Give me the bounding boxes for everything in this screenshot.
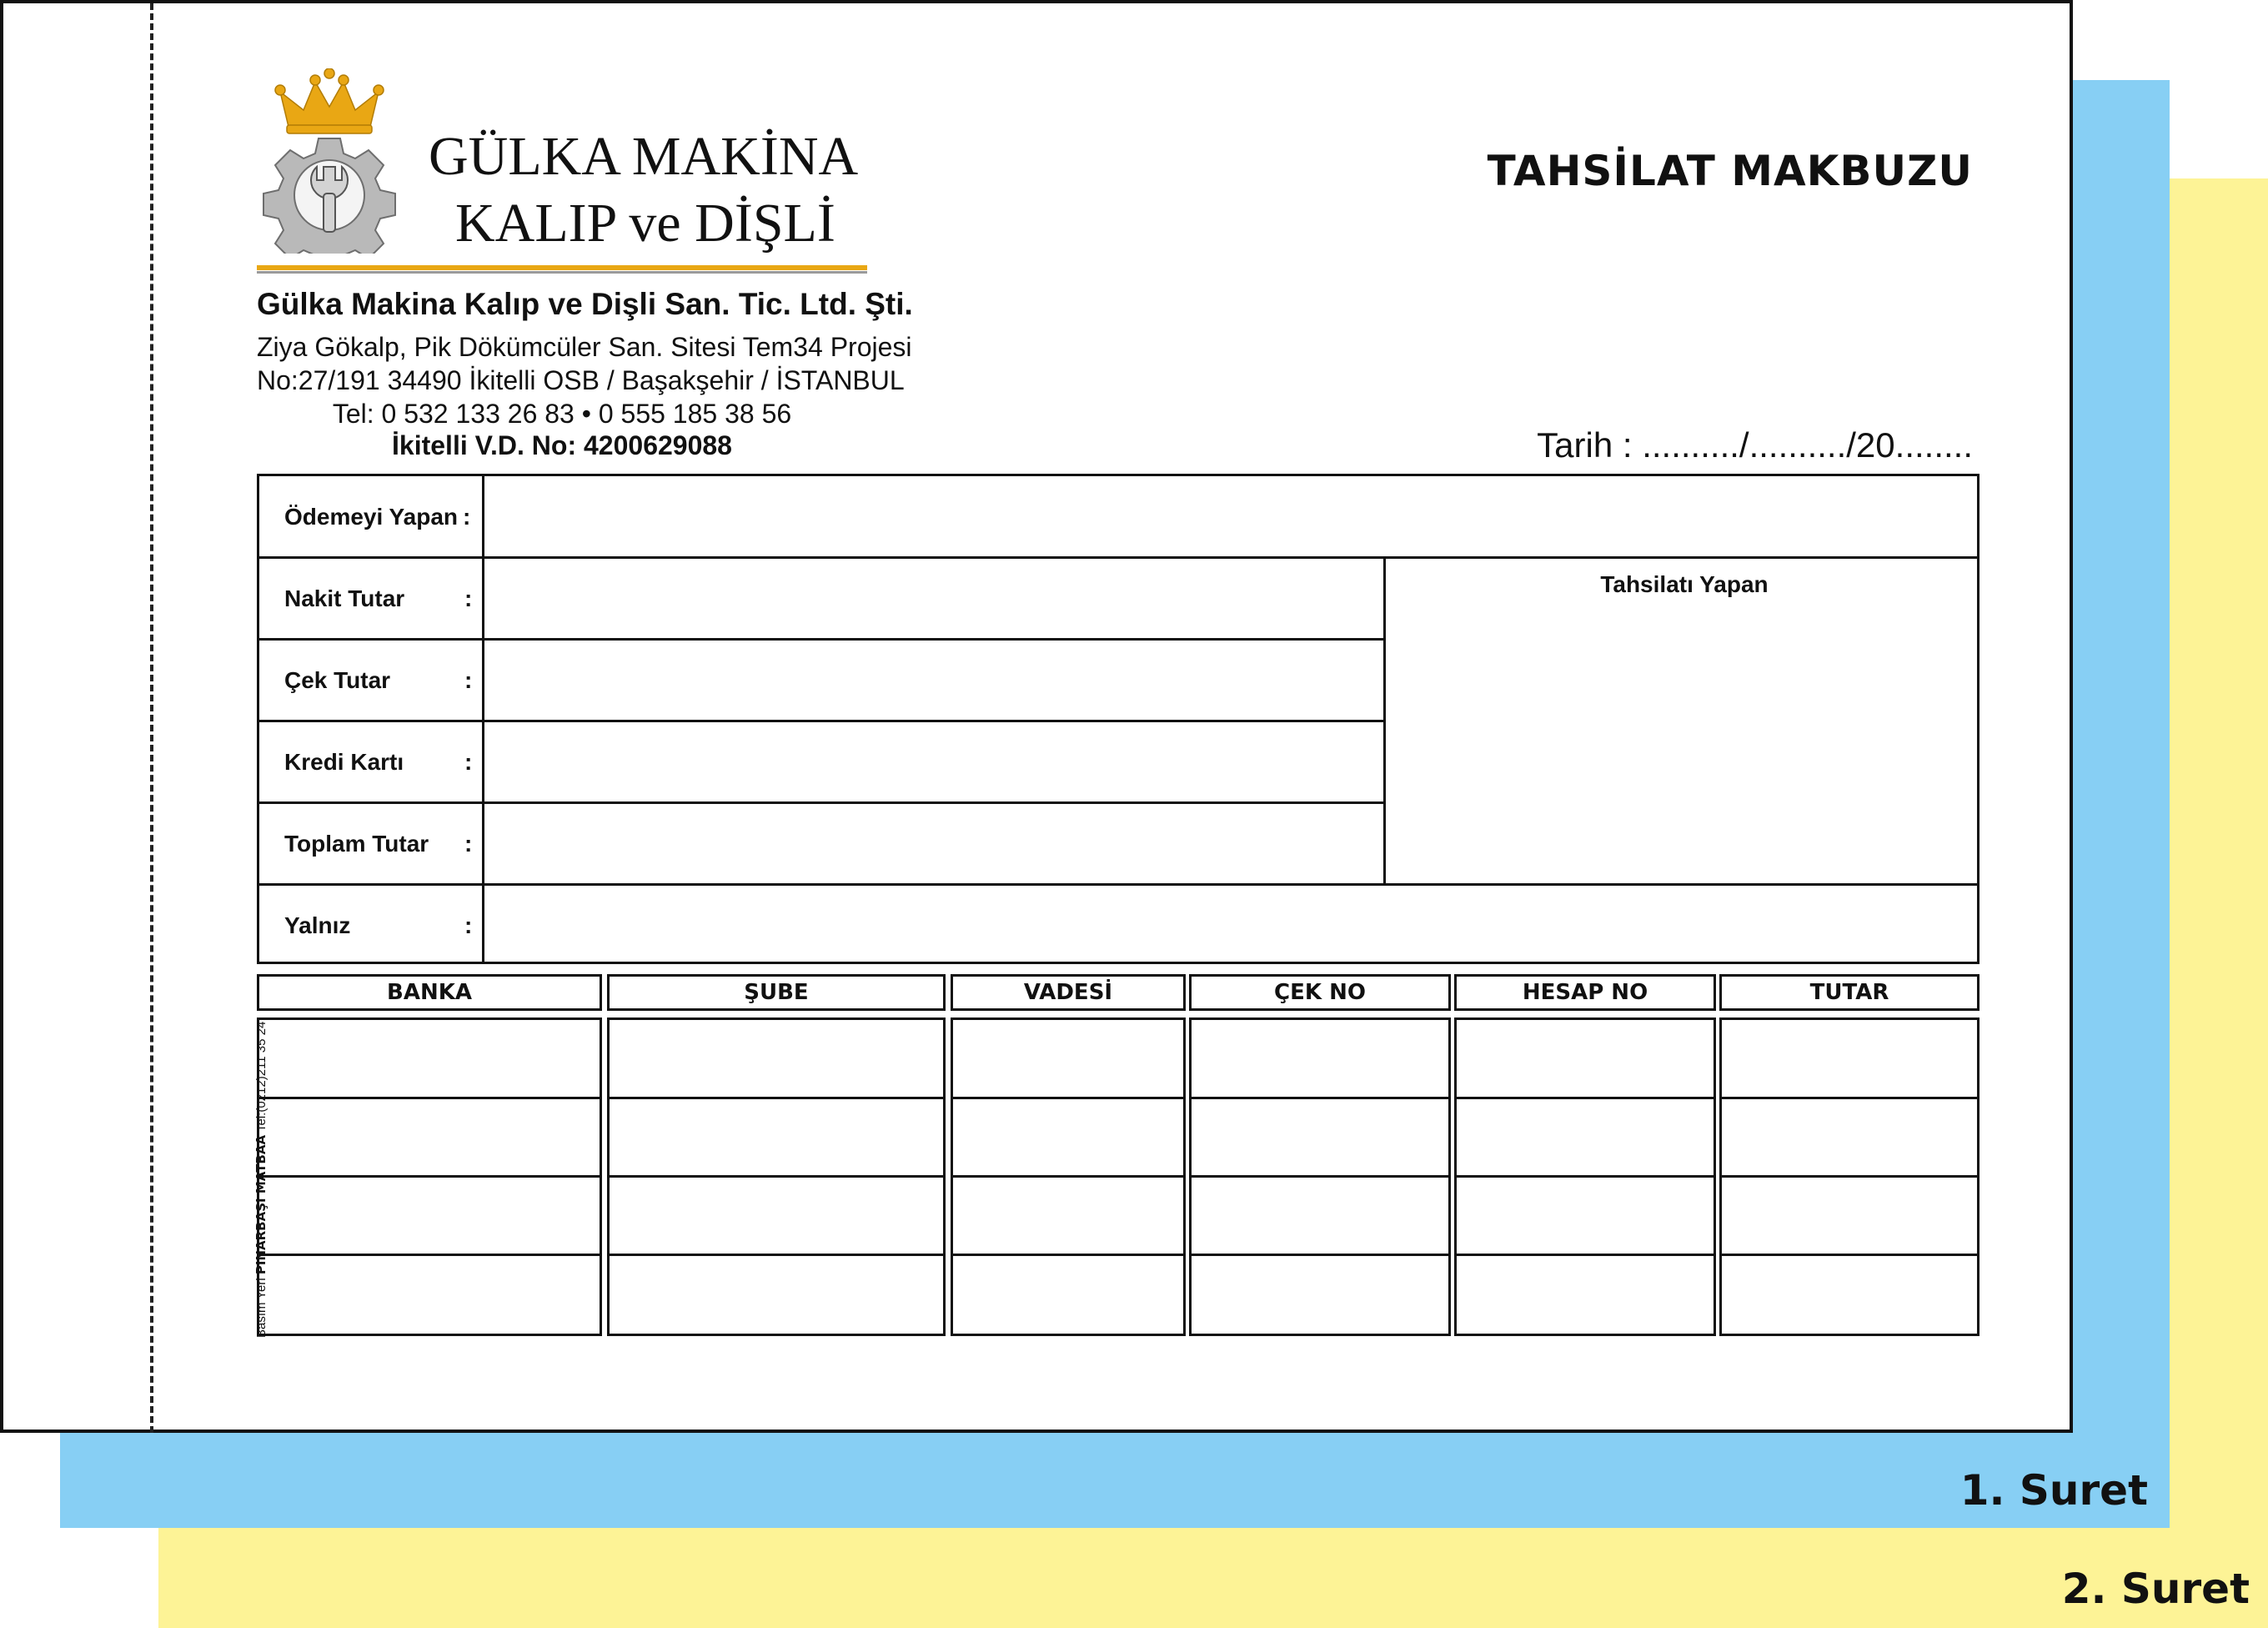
due-date-column: [951, 1018, 1186, 1336]
amount-column: [1719, 1018, 1979, 1336]
row-divider: [259, 883, 1977, 886]
logo-underline: [257, 265, 867, 274]
printer-credit-phone: Tel:(0212)211 35 24: [254, 1021, 268, 1132]
cheque-no-column: [1189, 1018, 1451, 1336]
date-field: Tarih : ........../........../20........: [1537, 425, 1973, 465]
address-line-1: Ziya Gökalp, Pik Dökümcüler San. Sitesi Tem34 Projesi: [257, 332, 912, 362]
total-label: Toplam Tutar: [284, 831, 429, 857]
row-total: [259, 803, 484, 885]
crown-gear-logo-icon: [255, 68, 404, 254]
printer-credit: [253, 1022, 268, 1338]
row-cheque: [259, 640, 484, 721]
phone-line: Tel: 0 532 133 26 83 • 0 555 185 38 56: [332, 399, 792, 429]
payer-colon: :: [463, 504, 471, 530]
col-header-due-date: VADESİ: [951, 974, 1186, 1011]
brand-name-line-2: KALIP ve DİŞLİ: [455, 193, 835, 254]
copy-2-label: 2. Suret: [2061, 1565, 2250, 1613]
in-words-label: Yalnız: [284, 912, 351, 938]
printer-credit-prefix: Basım Yeri: [254, 1278, 268, 1338]
row-in-words: [259, 885, 484, 967]
tax-number: İkitelli V.D. No: 4200629088: [392, 430, 732, 460]
address-line-2: No:27/191 34490 İkitelli OSB / Başakşehir / İSTANBUL: [257, 365, 905, 395]
row-credit-card: [259, 721, 484, 803]
col-header-bank: BANKA: [257, 974, 602, 1011]
cash-label: Nakit Tutar: [284, 585, 405, 611]
row-cash: [259, 558, 484, 640]
account-no-column: [1454, 1018, 1716, 1336]
collector-label: Tahsilatı Yapan: [1600, 571, 1769, 597]
collector-divider: [1383, 556, 1386, 883]
copy-1-label: 1. Suret: [1959, 1466, 2148, 1515]
bank-column: [257, 1018, 602, 1336]
row-payer: [259, 476, 484, 558]
total-colon: :: [464, 831, 473, 857]
credit-card-label: Kredi Kartı: [284, 749, 404, 775]
cheque-label: Çek Tutar: [284, 667, 391, 693]
branch-column: [607, 1018, 946, 1336]
cash-colon: :: [464, 585, 473, 611]
col-header-account-no: HESAP NO: [1454, 974, 1716, 1011]
perforation-line: [150, 3, 153, 1433]
payment-form: [257, 474, 1979, 964]
col-header-amount: TUTAR: [1719, 974, 1979, 1011]
col-header-branch: ŞUBE: [607, 974, 946, 1011]
col-header-cheque-no: ÇEK NO: [1189, 974, 1451, 1011]
payer-label: Ödemeyi Yapan: [284, 504, 459, 530]
brand-name-line-1: GÜLKA MAKİNA: [429, 126, 859, 187]
company-name: Gülka Makina Kalıp ve Dişli San. Tic. Ltd. Şti.: [257, 287, 913, 321]
row-divider: [259, 556, 1977, 559]
credit-card-colon: :: [464, 749, 473, 775]
cheque-colon: :: [464, 667, 473, 693]
printer-credit-name: PINARBAŞI MATBAA: [253, 1134, 268, 1275]
in-words-colon: :: [464, 912, 473, 938]
document-title: TAHSİLAT MAKBUZU: [1487, 147, 1973, 195]
